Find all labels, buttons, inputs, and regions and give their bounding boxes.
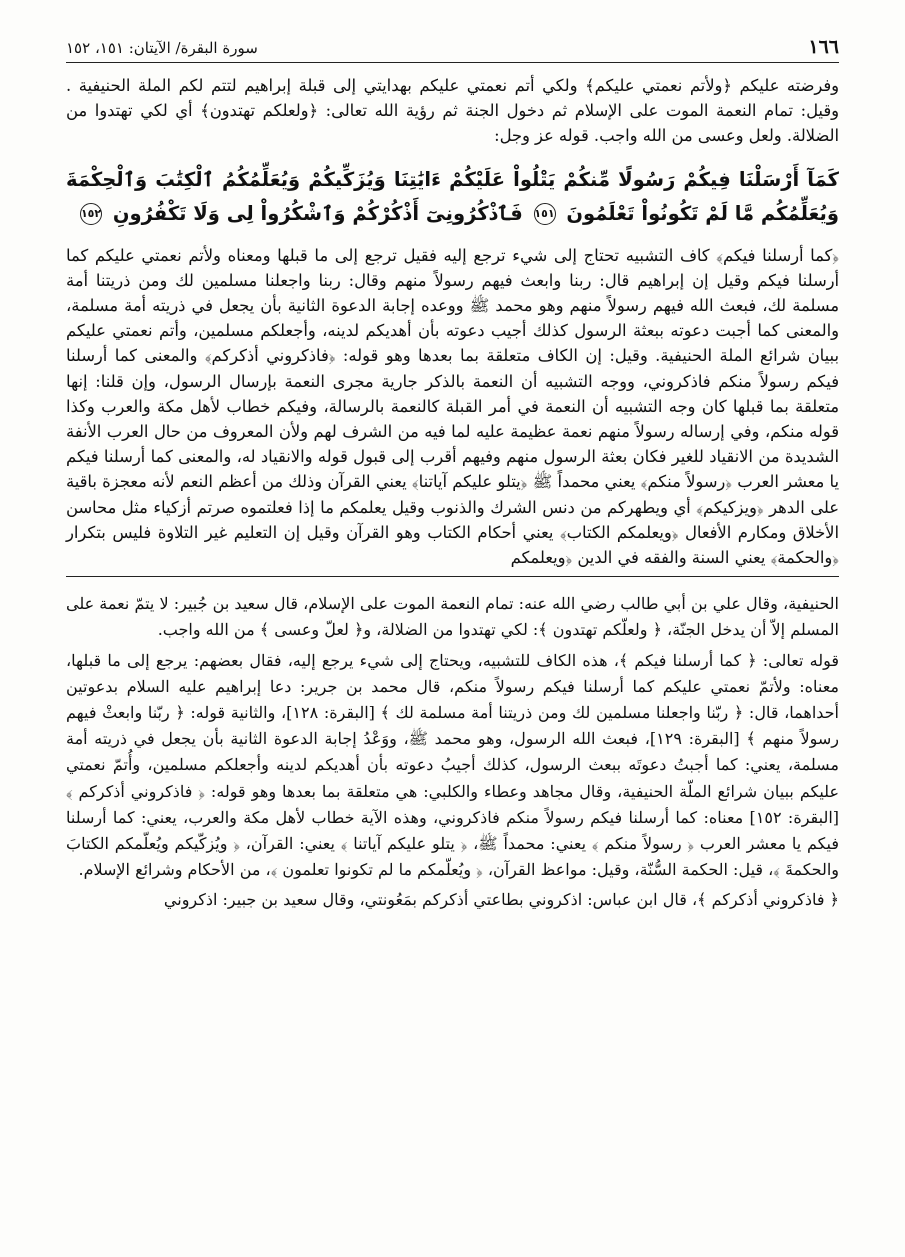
commentary-main: ﴿كما أرسلنا فيكم﴾ كاف التشبيه تحتاج إلى شيء ترجع إليه فقيل ترجع إلى ما قبلها ومعناه ولأتم نعمتي عليكم كما أرسلنا فيكم وقيل إن إبراهيم قال: ربنا وابعث فيهم رسولاً منهم وقال: ربنا واجعلنا مسلمين لك ومن ذريتنا أمة مسلمة لك، فبعث الله فيهم رسولاً منهم وهو محمد ﷺ ووعده إجابة الدعوة الثانية بأن يجعل في ذريته أمة مسلمة، والمعنى كما أجبت دعوته ببعثة الرسول كذلك أجيب دعوته بأن أهديكم لدينه، وأجعلكم مسلمين، وأتم نعمتي عليكم ببيان شرائع الملة الحنيفية. وقيل: إن الكاف متعلقة بما بعدها وهو قوله: ﴿فاذكروني أذكركم﴾ والمعنى كما أرسلنا فيكم رسولاً منكم فاذكروني، ووجه التشبيه أن النعمة بالذكر جارية مجرى النعمة بإرسال الرسول، وإن قلنا: إنها متعلقة بما قبلها كان وجه التشبيه أن النعمة في أمر القبلة كالنعمة بالرسالة، وفيكم خطاب لأهل مكة والعرب وكذا قوله منكم، وفي إرساله رسولاً منهم نعمة عظيمة عليه لما فيه من الشرف لهم ولأن المعروف من حال العرب الأنفة الشديدة من الانقياد للغير فكان بعثة الرسول منهم وفيهم أقرب إلى قبول قوله والانقياد له، والمعنى كما أرسلنا فيكم يا معشر العرب ﴿رسولاً منكم﴾ يعني محمداً ﷺ ﴿يتلو عليكم آياتنا﴾ يعني القرآن وذلك من أعظم النعم لأنه معجزة باقية على الدهر ﴿ويزكيكم﴾ أي ويطهركم من دنس الشرك والذنوب وقيل يعلمكم ما إذا فعلتموه صرتم أزكياء مثل محاسن الأخلاق ومكارم الأفعال ﴿ويعلمكم الكتاب﴾ يعني أحكام الكتاب وهو القرآن وقيل إن التعليم غير التلاوة فليس بتكرار ﴿والحكمة﴾ يعني السنة والفقه في الدين ﴿ويعلمكم (66, 245, 839, 568)
page-number: ١٦٦ (808, 36, 839, 58)
footnote-paragraph: قوله تعالى: ﴿ كما أرسلنا فيكم ﴾، هذه الكاف للتشبيه، ويحتاج إلى شيء يرجع إليه، فقال بعضهم: يرجع إلى ما قبلها، معناه: ولأتمّ نعمتي عليكم كما أرسلنا فيكم رسولاً منكم، قال محمد بن جرير: دعا إبراهيم عليه السلام بدعوتين أحداهما، قال: ﴿ ربّنا واجعلنا مسلمين لك ومن ذريتنا أمة مسلمة لك ﴾ [البقرة: ١٢٨]، والثانية قوله: ﴿ ربّنا وابعثْ فيهم رسولاً منهم ﴾ [البقرة: ١٢٩]، فبعث الله الرسول، وهو محمد ﷺ، ووَعْدُ إجابة الدعوة الثانية بأن يجعل في ذريته أمة مسلمة، يعني: كما أجبتُ دعوتَه ببعث الرسول، كذلك أجيبُ دعوته بأن أهديكم لدينه وأجعلكم مسلمين، وأُتمّ نعمتي عليكم ببيان شرائع الملّة الحنيفية، وقال مجاهد وعطاء والكلبي: هي متعلقة بما بعدها وهو قوله: ﴿ فاذكروني أذكركم ﴾ [البقرة: ١٥٢] معناه: كما أرسلنا فيكم رسولاً منكم فاذكروني، وهذه الآية خطاب لأهل مكة والعرب، يعني: كما أرسلنا فيكم يا معشر العرب ﴿ رسولاً منكم ﴾ يعني: محمداً ﷺ، ﴿ يتلو عليكم آياتنا ﴾ يعني: القرآن، ﴿ ويُزكّيكم ويُعلّمكم الكتابَ والحكمةَ ﴾، قيل: الحكمة السُّنّة، وقيل: مواعظ القرآن، ﴿ ويُعلّمكم ما لم تكونوا تعلمون ﴾، من الأحكام وشرائع الإسلام. (66, 650, 840, 880)
verse-152-number: ١٥٢ (80, 203, 102, 225)
footnote-paragraph: ﴿ فاذكروني أذكركم ﴾، قال ابن عباس: اذكروني بطاعتي أذكركم بمَعُونتي، وقال سعيد بن جبير: اذكروني (163, 890, 839, 910)
verse-151-number: ١٥١ (534, 203, 556, 225)
verse-152-text: فَٱذْكُرُونِىٓ أَذْكُرْكُمْ وَٱشْكُرُواْ لِى وَلَا تَكْفُرُونِ (112, 201, 523, 225)
intro-paragraph: وفرضته عليكم ﴿ولأتم نعمتي عليكم﴾ ولكي أتم نعمتي عليكم بهدايتي إلى قبلة إبراهيم لتتم لكم الملة الحنيفية . وقيل: تمام النعمة الموت على الإسلام ثم دخول الجنة ثم رؤية الله تعالى: ﴿ولعلكم تهتدون﴾ أي لكي تهتدوا من الضلالة. ولعل وعسى من الله واجب. قوله عز وجل: (66, 76, 839, 146)
quran-verses (66, 163, 839, 231)
verse-151-text: كَمَآ أَرْسَلْنَا فِيكُمْ رَسُولًا مِّنكُمْ يَتْلُواْ عَلَيْكُمْ ءَايَٰتِنَا وَيُزَكِّيكُمْ وَيُعَلِّمُكُمُ ٱلْكِتَٰبَ وَٱلْحِكْمَةَ وَيُعَلِّمُكُم مَّا لَمْ تَكُونُواْ تَعْلَمُونَ (66, 167, 839, 225)
header-divider (66, 62, 839, 63)
surah-info: سورة البقرة/ الآيتان: ١٥١، ١٥٢ (66, 39, 258, 57)
footnote-divider (66, 576, 839, 577)
page-header (66, 36, 839, 60)
footnote-section (66, 591, 839, 913)
footnote-paragraph: الحنيفية، وقال علي بن أبي طالب رضي الله عنه: تمام النعمة الموت على الإسلام، قال سعيد بن جُبير: لا يتمّ نعمة على المسلم إلاّ أن يدخل الجنّة، ﴿ ولعلّكم تهتدون ﴾: لكي تهتدوا من الضلالة، و﴿ لعلّ وعسى ﴾ من الله واجب. (66, 594, 839, 640)
